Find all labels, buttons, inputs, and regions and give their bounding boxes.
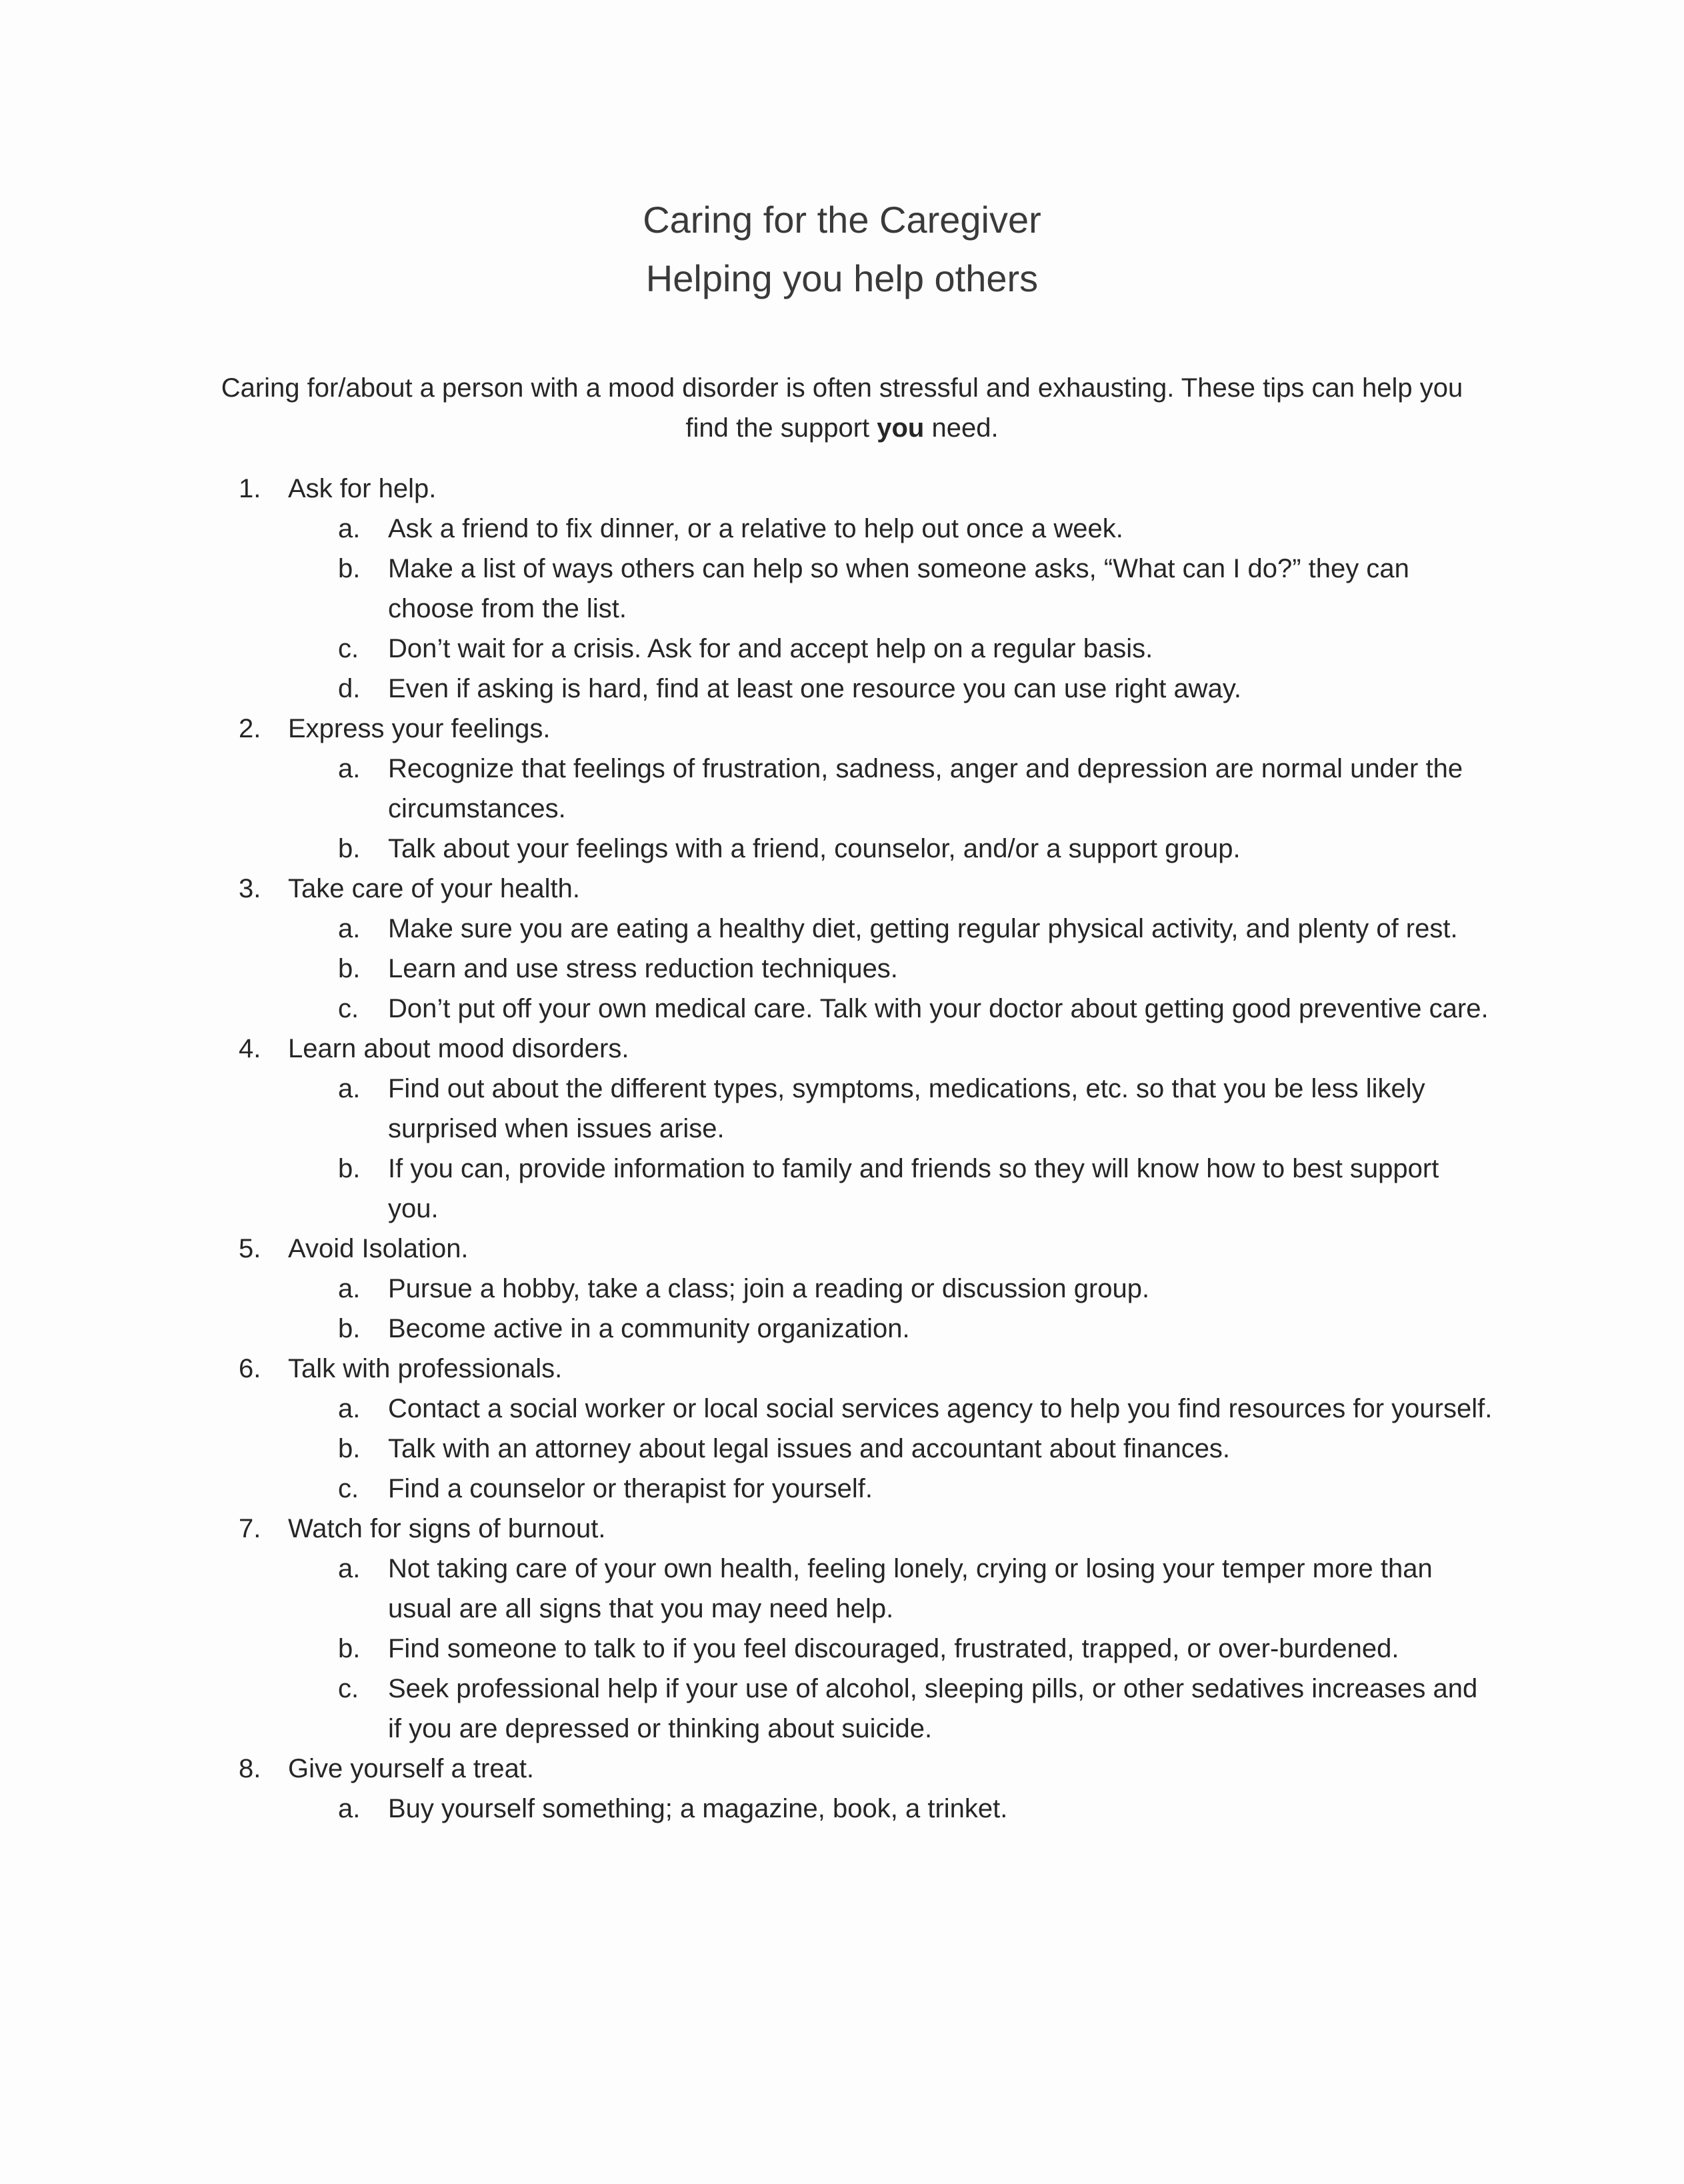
tip-number: 7.: [239, 1514, 261, 1543]
tip-subitem: [0, 1269, 1495, 1309]
subitem-text: Become active in a community organization.: [388, 1314, 910, 1343]
tip-subitem: [0, 1069, 1495, 1149]
subitem-letter: b.: [338, 1634, 361, 1663]
tip-heading: Give yourself a treat.: [288, 1754, 535, 1783]
document-title: [0, 191, 1684, 308]
subitem-letter: a.: [338, 914, 361, 943]
subitem-text: Don’t wait for a crisis. Ask for and accept help on a regular basis.: [388, 634, 1153, 663]
subitem-letter: a.: [338, 1074, 361, 1103]
tip-sublist: [0, 1549, 1684, 1749]
tip-heading-row: [0, 469, 1684, 509]
tip-heading: Avoid Isolation.: [288, 1234, 469, 1263]
tip-item: [0, 869, 1684, 1029]
subitem-text: Ask a friend to fix dinner, or a relative to help out once a week.: [388, 514, 1123, 543]
subitem-text: Learn and use stress reduction techniques.: [388, 954, 898, 983]
subitem-letter: b.: [338, 834, 361, 863]
tip-number: 1.: [239, 474, 261, 503]
tip-number: 6.: [239, 1354, 261, 1383]
tip-heading-row: [0, 1029, 1684, 1069]
tip-heading-row: [0, 709, 1684, 749]
subitem-letter: b.: [338, 1434, 361, 1463]
intro-text: Caring for/about a person with a mood disorder is often stressful and exhausting. These tips can help you find the support: [221, 373, 1463, 443]
tip-item: [0, 469, 1684, 709]
tip-sublist: [0, 1069, 1684, 1229]
subitem-letter: a.: [338, 1794, 361, 1823]
tip-number: 2.: [239, 714, 261, 743]
tip-number: 8.: [239, 1754, 261, 1783]
tip-subitem: [0, 1629, 1495, 1669]
tip-subitem: [0, 549, 1495, 629]
tip-subitem: [0, 909, 1495, 949]
title-line-2: Helping you help others: [645, 257, 1039, 299]
tip-subitem: [0, 949, 1495, 989]
tip-number: 5.: [239, 1234, 261, 1263]
subitem-letter: c.: [338, 634, 359, 663]
tip-heading: Ask for help.: [288, 474, 437, 503]
tip-sublist: [0, 749, 1684, 869]
tip-sublist: [0, 1269, 1684, 1349]
subitem-text: Find someone to talk to if you feel discouraged, frustrated, trapped, or over-burdened.: [388, 1634, 1399, 1663]
subitem-text: Find out about the different types, symptoms, medications, etc. so that you be less likely surprised when issues arise.: [388, 1074, 1425, 1143]
tip-subitem: [0, 989, 1495, 1029]
subitem-text: Don’t put off your own medical care. Talk with your doctor about getting good preventive care.: [388, 994, 1489, 1023]
subitem-letter: c.: [338, 1474, 359, 1503]
tip-subitem: [0, 829, 1495, 869]
subitem-letter: a.: [338, 1394, 361, 1423]
tip-heading: Take care of your health.: [288, 874, 581, 903]
tip-number: 4.: [239, 1034, 261, 1063]
subitem-text: Make sure you are eating a healthy diet, getting regular physical activity, and plenty of rest.: [388, 914, 1458, 943]
tip-subitem: [0, 1789, 1495, 1829]
tip-item: [0, 1509, 1684, 1749]
title-line-1: Caring for the Caregiver: [643, 199, 1041, 241]
tip-item: [0, 1229, 1684, 1349]
subitem-letter: c.: [338, 994, 359, 1023]
subitem-letter: b.: [338, 554, 361, 583]
tip-subitem: [0, 509, 1495, 549]
tip-heading: Watch for signs of burnout.: [288, 1514, 606, 1543]
tip-heading: Learn about mood disorders.: [288, 1034, 629, 1063]
tip-item: [0, 709, 1684, 869]
subitem-letter: a.: [338, 514, 361, 543]
tip-heading: Talk with professionals.: [288, 1354, 563, 1383]
subitem-text: Not taking care of your own health, feeling lonely, crying or losing your temper more than usual are all signs that you may need help.: [388, 1554, 1433, 1623]
subitem-text: Make a list of ways others can help so when someone asks, “What can I do?” they can choose from the list.: [388, 554, 1409, 623]
subitem-text: Recognize that feelings of frustration, sadness, anger and depression are normal under the circumstances.: [388, 754, 1463, 823]
tip-item: [0, 1029, 1684, 1229]
subitem-letter: a.: [338, 1554, 361, 1583]
tip-subitem: [0, 1309, 1495, 1349]
tip-subitem: [0, 629, 1495, 669]
subitem-letter: b.: [338, 1154, 361, 1183]
intro-paragraph: [200, 368, 1484, 448]
tip-number: 3.: [239, 874, 261, 903]
tip-subitem: [0, 1549, 1495, 1629]
intro-text-end: need.: [924, 413, 999, 443]
tip-subitem: [0, 1429, 1495, 1469]
subitem-text: Find a counselor or therapist for yourself.: [388, 1474, 873, 1503]
subitem-text: Even if asking is hard, find at least one resource you can use right away.: [388, 674, 1241, 703]
subitem-text: Seek professional help if your use of alcohol, sleeping pills, or other sedatives increases and if you are depressed or thinking about suicide.: [388, 1674, 1478, 1743]
subitem-letter: c.: [338, 1674, 359, 1703]
intro-emphasis: you: [877, 413, 925, 443]
tip-sublist: [0, 1789, 1684, 1829]
subitem-letter: b.: [338, 954, 361, 983]
subitem-letter: b.: [338, 1314, 361, 1343]
tip-subitem: [0, 1389, 1495, 1429]
tip-sublist: [0, 509, 1684, 709]
tip-heading-row: [0, 1509, 1684, 1549]
tip-heading-row: [0, 869, 1684, 909]
subitem-letter: a.: [338, 1274, 361, 1303]
subitem-text: Buy yourself something; a magazine, book, a trinket.: [388, 1794, 1008, 1823]
subitem-text: If you can, provide information to family and friends so they will know how to best support you.: [388, 1154, 1439, 1223]
tip-heading-row: [0, 1229, 1684, 1269]
tip-heading-row: [0, 1749, 1684, 1789]
tip-sublist: [0, 1389, 1684, 1509]
tip-subitem: [0, 669, 1495, 709]
subitem-text: Talk about your feelings with a friend, counselor, and/or a support group.: [388, 834, 1241, 863]
tip-heading-row: [0, 1349, 1684, 1389]
subitem-text: Contact a social worker or local social services agency to help you find resources for yourself.: [388, 1394, 1493, 1423]
tip-subitem: [0, 1469, 1495, 1509]
tip-subitem: [0, 1149, 1495, 1229]
tips-list: [0, 469, 1684, 1829]
subitem-text: Talk with an attorney about legal issues and accountant about finances.: [388, 1434, 1231, 1463]
tip-sublist: [0, 909, 1684, 1029]
subitem-letter: d.: [338, 674, 361, 703]
tip-subitem: [0, 1669, 1495, 1749]
tip-heading: Express your feelings.: [288, 714, 551, 743]
subitem-text: Pursue a hobby, take a class; join a reading or discussion group.: [388, 1274, 1150, 1303]
tip-item: [0, 1349, 1684, 1509]
tip-subitem: [0, 749, 1495, 829]
tip-item: [0, 1749, 1684, 1829]
subitem-letter: a.: [338, 754, 361, 783]
